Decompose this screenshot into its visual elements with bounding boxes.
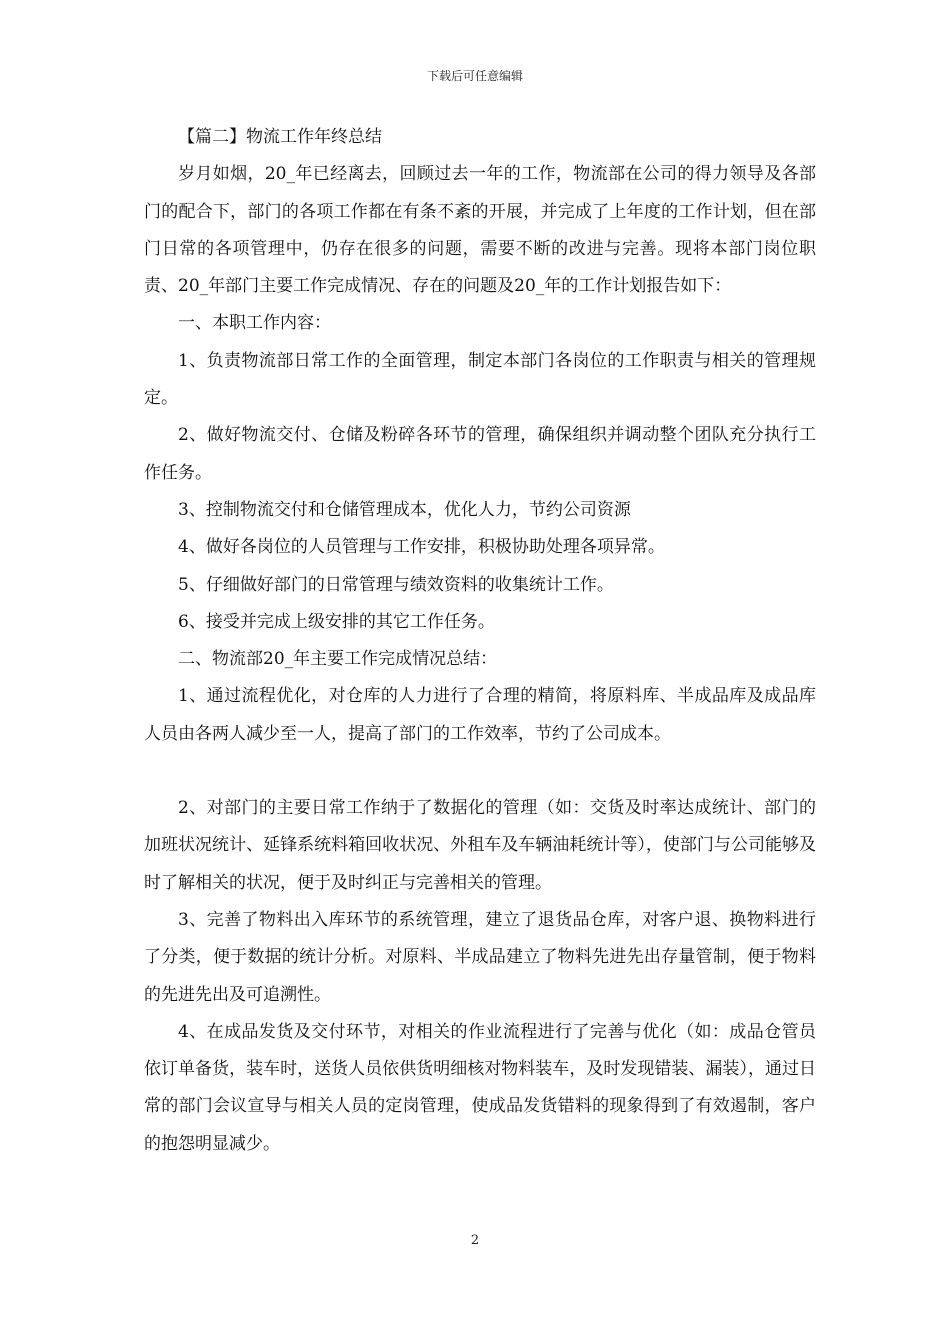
page-header: 下载后可任意编辑 <box>426 69 523 83</box>
section-2-item: 4、在成品发货及交付环节，对相关的作业流程进行了完善与优化（如：成品仓管员依订单备货，装车时，送货人员依供货明细核对物料装车，及时发现错装、漏装），通过日常的部门会议宣导与相关人员的定岗管理，使成品发货错料的现象得到了有效遏制，客户的抱怨明显减少。 <box>144 1021 816 1154</box>
section-1-item: 2、做好物流交付、仓储及粉碎各环节的管理，确保组织并调动整个团队充分执行工作任务。 <box>144 425 816 483</box>
section-1-heading: 一、本职工作内容： <box>178 313 331 334</box>
section-1-item: 6、接受并完成上级安排的其它工作任务。 <box>178 611 495 632</box>
paragraph-spacer <box>144 753 816 790</box>
section-1-item: 3、控制物流交付和仓储管理成本，优化人力，节约公司资源 <box>178 499 631 520</box>
section-2-item: 3、完善了物料出入库环节的系统管理，建立了退货品仓库，对客户退、换物料进行了分类，便于数据的统计分析。对原料、半成品建立了物料先进先出存量管制，便于物料的先进先出及可追溯性。 <box>144 909 816 1005</box>
intro-paragraph: 岁月如烟，20_年已经离去，回顾过去一年的工作，物流部在公司的得力领导及各部门的配合下，部门的各项工作都在有条不紊的开展，并完成了上年度的工作计划，但在部门日常的各项管理中，仍存在很多的问题，需要不断的改进与完善。现将本部门岗位职责、20_年部门主要工作完成情况、存在的问题及20_年的工作计划报告如下： <box>144 164 816 297</box>
section-1-item: 5、仔细做好部门的日常管理与绩效资料的收集统计工作。 <box>178 574 614 595</box>
section-2-heading: 二、物流部20_年主要工作完成情况总结： <box>178 649 498 670</box>
section-1-item: 4、做好各岗位的人员管理与工作安排，积极协助处理各项异常。 <box>178 537 665 558</box>
section-2-item: 1、通过流程优化，对仓库的人力进行了合理的精简，将原料库、半成品库及成品库人员由各两人减少至一人，提高了部门的工作效率，节约了公司成本。 <box>144 686 816 744</box>
section-1-item: 1、负责物流部日常工作的全面管理，制定本部门各岗位的工作职责与相关的管理规定。 <box>144 350 816 409</box>
page-number: 2 <box>470 1233 480 1248</box>
section-2-item: 2、对部门的主要日常工作纳于了数据化的管理（如：交货及时率达成统计、部门的加班状况统计、延锋系统料箱回收状况、外租车及车辆油耗统计等），使部门与公司能够及时了解相关的状况，便于及时纠正与完善相关的管理。 <box>144 798 816 893</box>
document-body <box>144 119 816 1163</box>
document-title: 【篇二】物流工作年终总结 <box>178 127 382 147</box>
